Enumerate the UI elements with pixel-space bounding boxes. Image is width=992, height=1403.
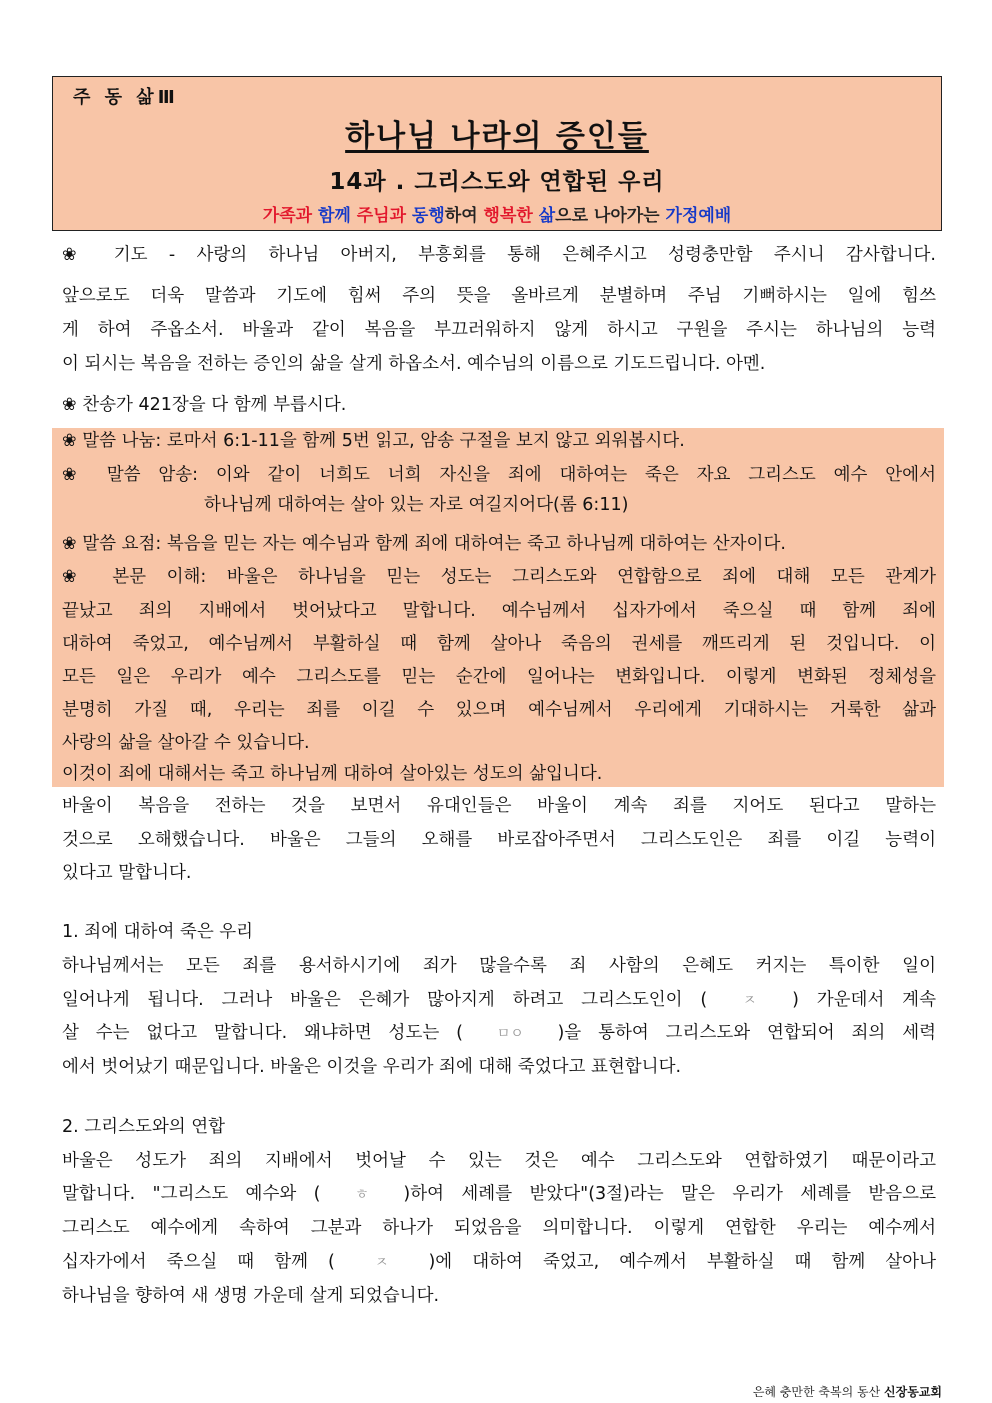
prayer-line: ❀ 기도 - 사랑의 하나님 아버지, 부흥회를 통해 은혜주시고 성령충만함 주시니 감사합니다. (62, 245, 936, 265)
understanding-line: 이것이 죄에 대해서는 죽고 하나님께 대하여 살아있는 성도의 삶입니다. (62, 764, 603, 784)
prayer-line: 게 하여 주옵소서. 바울과 같이 복음을 부끄러워하지 않게 하시고 구원을 주시는 하나님의 능력 (62, 320, 936, 340)
fill-in-blank: ㅈ (742, 993, 757, 1009)
page-title: 하나님 나라의 증인들 (345, 119, 649, 154)
lesson-title: 14과 . 그리스도와 연합된 우리 (329, 169, 665, 195)
motto-part: 동행 (411, 206, 445, 226)
motto (53, 201, 941, 226)
understanding-line: 대하여 죽었고, 예수님께서 부활하실 때 함께 살아나 죽음의 권세를 깨뜨리게 된 것입니다. 이 (62, 634, 936, 654)
series-label: 주 동 삶Ⅲ (73, 87, 179, 108)
church-name: 신장동교회 (884, 1385, 942, 1399)
body-line: 에서 벗어났기 때문입니다. 바울은 이것을 우리가 죄에 대해 죽었다고 표현합니다. (62, 1057, 682, 1077)
motto-part: 삶 (538, 206, 556, 226)
footer (753, 1383, 942, 1400)
motto-part: 함께 (317, 206, 357, 226)
prayer-line: 이 되시는 복음을 전하는 증인의 삶을 살게 하옵소서. 예수님의 이름으로 기도드립니다. 아멘. (62, 354, 766, 374)
understanding-line: 분명히 가질 때, 우리는 죄를 이길 수 있으며 예수님께서 우리에게 기대하시는 거룩한 삶과 (62, 700, 936, 720)
body-line: 하나님께서는 모든 죄를 용서하시기에 죄가 많을수록 죄 사함의 은혜도 커지는 특이한 일이 (62, 956, 936, 976)
understanding-line: 끝났고 죄의 지배에서 벗어났다고 말합니다. 예수님께서 십자가에서 죽으실 때 함께 죄에 (62, 601, 936, 621)
body-line-with-blank: 말합니다. "그리스도 예수와 ( ㅎ )하여 세례를 받았다"(3절)라는 말은 우리가 세례를 받음으로 (62, 1184, 936, 1204)
memory-verse-line: 하나님께 대하여는 살아 있는 자로 여길지어다(롬 6:11) (204, 495, 629, 515)
section-heading: 2. 그리스도와의 연합 (62, 1117, 226, 1137)
memory-verse-line: ❀ 말씀 암송: 이와 같이 너희도 너희 자신을 죄에 대하여는 죽은 자요 그리스도 예수 안에서 (62, 465, 936, 485)
reading-line: ❀ 말씀 나눔: 로마서 6:1-11을 함께 5번 읽고, 암송 구절을 보지 않고 외워봅시다. (62, 431, 685, 451)
body-line: 있다고 말합니다. (62, 863, 192, 883)
motto-part: 가정예배 (665, 206, 732, 226)
motto-part: 가족과 (262, 206, 318, 226)
body-line-with-blank: 살 수는 없다고 말합니다. 왜냐하면 성도는 ( ㅁㅇ )을 통하여 그리스도와 연합되어 죄의 세력 (62, 1023, 936, 1043)
hymn-line: ❀ 찬송가 421장을 다 함께 부릅시다. (62, 395, 347, 415)
understanding-line: 사랑의 삶을 살아갈 수 있습니다. (62, 733, 310, 753)
section-heading: 1. 죄에 대하여 죽은 우리 (62, 922, 254, 942)
body-line: 바울이 복음을 전하는 것을 보면서 유대인들은 바울이 계속 죄를 지어도 된다고 말하는 (62, 796, 936, 816)
body-line: 그리스도 예수에게 속하여 그분과 하나가 되었음을 의미합니다. 이렇게 연합한 우리는 예수께서 (62, 1218, 936, 1238)
footer-text: 은혜 충만한 축복의 동산 (752, 1385, 881, 1399)
motto-part: 행복한 (483, 206, 539, 226)
motto-part: 으로 나아가는 (555, 206, 666, 226)
motto-part: 주님과 (356, 206, 412, 226)
fill-in-blank: ㅈ (374, 1255, 389, 1271)
body-line-with-blank: 십자가에서 죽으실 때 함께 ( ㅈ )에 대하여 죽었고, 예수께서 부활하실 때 함께 살아나 (62, 1252, 936, 1272)
fill-in-blank: ㅁㅇ (496, 1026, 524, 1042)
motto-part: 하여 (444, 206, 484, 226)
body-line: 것으로 오해했습니다. 바울은 그들의 오해를 바로잡아주면서 그리스도인은 죄를 이길 능력이 (62, 830, 936, 850)
fill-in-blank: ㅎ (355, 1187, 369, 1203)
prayer-line: 앞으로도 더욱 말씀과 기도에 힘써 주의 뜻을 올바르게 분별하며 주님 기뻐하시는 일에 힘쓰 (62, 286, 936, 306)
body-line-with-blank: 일어나게 됩니다. 그러나 바울은 은혜가 많아지게 하려고 그리스도인이 ( ㅈ ) 가운데서 계속 (62, 990, 936, 1010)
understanding-line: ❀ 본문 이해: 바울은 하나님을 믿는 성도는 그리스도와 연합함으로 죄에 대해 모든 관계가 (62, 567, 936, 587)
key-point-line: ❀ 말씀 요점: 복음을 믿는 자는 예수님과 함께 죄에 대하여는 죽고 하나님께 대하여는 산자이다. (62, 534, 786, 554)
understanding-line: 모든 일은 우리가 예수 그리스도를 믿는 순간에 일어나는 변화입니다. 이렇게 변화된 정체성을 (62, 667, 936, 687)
body-line: 바울은 성도가 죄의 지배에서 벗어날 수 있는 것은 예수 그리스도와 연합하였기 때문이라고 (62, 1151, 936, 1171)
lesson-header (52, 76, 942, 231)
body-line: 하나님을 향하여 새 생명 가운데 살게 되었습니다. (62, 1286, 440, 1306)
